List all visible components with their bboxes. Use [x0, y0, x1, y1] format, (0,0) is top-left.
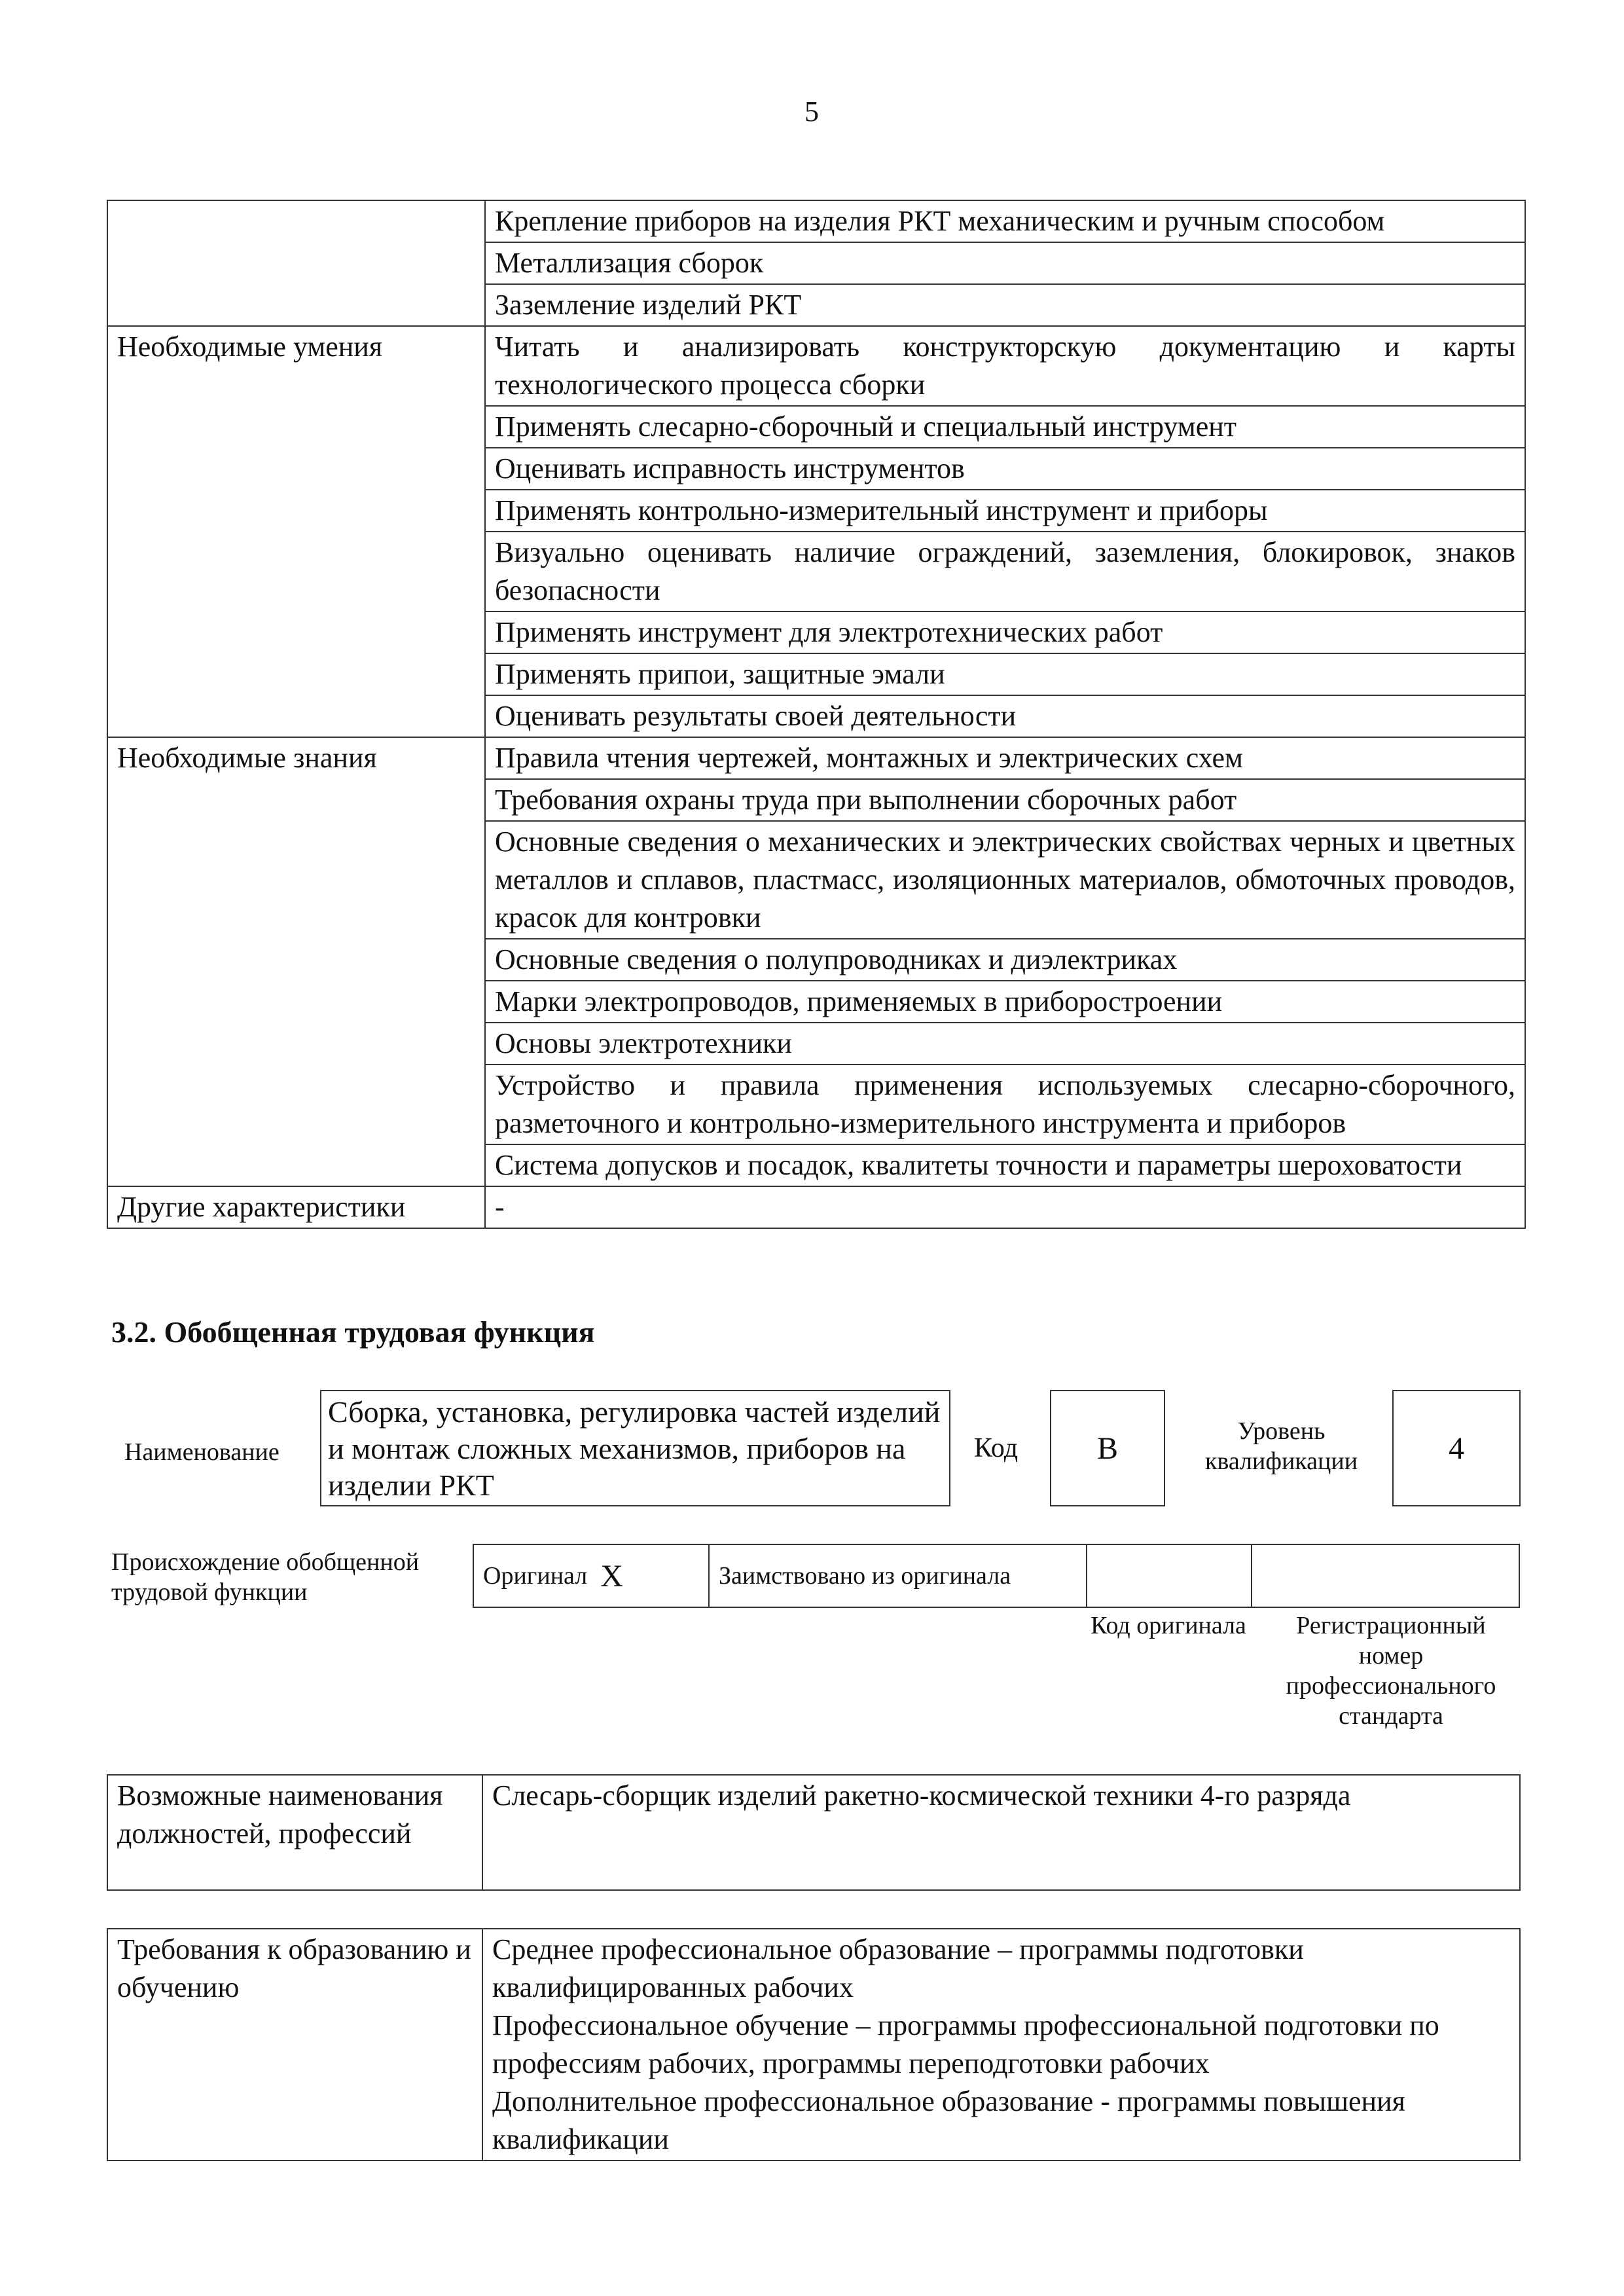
origin-reg-number-cell: [1252, 1544, 1520, 1608]
row-text: Визуально оценивать наличие ограждений, заземления, блокировок, знаков безопасности: [485, 532, 1525, 611]
row-text: Основные сведения о полупроводниках и диэлектриках: [485, 939, 1525, 981]
section-title: 3.2. Обобщенная трудовая функция: [111, 1315, 595, 1349]
row-text: Оценивать результаты своей деятельности: [485, 695, 1525, 737]
row-text: Крепление приборов на изделия РКТ механическим и ручным способом: [485, 200, 1525, 242]
education-line: Среднее профессиональное образование – программы подготовки квалифицированных рабочих: [492, 1933, 1304, 2003]
row-label: [107, 200, 485, 326]
education-label: Требования к образованию и обучению: [107, 1929, 482, 2160]
table-row: [107, 737, 1525, 779]
positions-label: Возможные наименования должностей, профессий: [107, 1775, 482, 1890]
origin-original-cell: [473, 1544, 710, 1608]
table-row: [107, 1186, 1525, 1228]
origin-original-mark: Х: [600, 1558, 623, 1594]
row-text: Заземление изделий РКТ: [485, 284, 1525, 326]
characteristics-table-body: [107, 200, 1525, 1228]
education-line: Профессиональное обучение – программы профессиональной подготовки по профессиям рабочих, программы переподготовки рабочих: [492, 2009, 1439, 2079]
row-text: Применять припои, защитные эмали: [485, 653, 1525, 695]
origin-borrowed-cell: Заимствовано из оригинала: [710, 1544, 1087, 1608]
row-text: Основы электротехники: [485, 1023, 1525, 1065]
row-text: Металлизация сборок: [485, 242, 1525, 284]
education-requirements: [482, 1929, 1520, 2160]
origin-row: [473, 1544, 1520, 1608]
otf-level-label: Уровень квалификации: [1204, 1417, 1358, 1475]
positions-table: [107, 1774, 1521, 1891]
row-text: Оценивать исправность инструментов: [485, 448, 1525, 490]
otf-name-field: Сборка, установка, регулировка частей изделий и монтаж сложных механизмов, приборов на изделии РКТ: [320, 1390, 950, 1506]
education-line: Дополнительное профессиональное образование - программы повышения квалификации: [492, 2085, 1405, 2155]
row-label: Необходимые знания: [107, 737, 485, 1186]
table-row: [107, 1929, 1520, 2160]
education-table: [107, 1928, 1521, 2161]
otf-name-label: Наименование: [124, 1438, 280, 1466]
row-text: Правила чтения чертежей, монтажных и электрических схем: [485, 737, 1525, 779]
row-text: Требования охраны труда при выполнении сборочных работ: [485, 779, 1525, 821]
origin-code-cell: [1087, 1544, 1252, 1608]
row-text: Читать и анализировать конструкторскую документацию и карты технологического процесса сборки: [485, 326, 1525, 406]
otf-level-field: 4: [1392, 1390, 1521, 1506]
row-label: Другие характеристики: [107, 1186, 485, 1228]
row-text: Применять слесарно-сборочный и специальный инструмент: [485, 406, 1525, 448]
table-row: [107, 326, 1525, 406]
table-row: [107, 1775, 1520, 1890]
row-text: Применять инструмент для электротехнических работ: [485, 611, 1525, 653]
row-text: Основные сведения о механических и электрических свойствах черных и цветных металлов и сплавов, пластмасс, изоляционных материалов, обмоточных проводов, красок для контровки: [485, 821, 1525, 939]
table-row: [107, 200, 1525, 242]
positions-value: Слесарь-сборщик изделий ракетно-космической техники 4-го разряда: [482, 1775, 1520, 1890]
characteristics-table: [107, 200, 1526, 1229]
origin-reg-caption: Регистрационный номер профессионального стандарта: [1286, 1612, 1496, 1730]
row-text: Система допусков и посадок, квалитеты точности и параметры шероховатости: [485, 1144, 1525, 1186]
origin-code-caption: Код оригинала: [1091, 1612, 1246, 1639]
row-text: Марки электропроводов, применяемых в приборостроении: [485, 981, 1525, 1023]
otf-code-field: В: [1050, 1390, 1165, 1506]
row-text: Устройство и правила применения используемых слесарно-сборочного, разметочного и контрольно-измерительного инструмента и приборов: [485, 1065, 1525, 1144]
otf-code-label: Код: [974, 1433, 1019, 1463]
row-label: Необходимые умения: [107, 326, 485, 737]
row-text: Применять контрольно-измерительный инструмент и приборы: [485, 490, 1525, 532]
origin-original-label: Оригинал: [483, 1562, 588, 1590]
origin-label: Происхождение обобщенной трудовой функции: [111, 1548, 420, 1606]
page-number: 5: [804, 96, 819, 128]
row-text: -: [485, 1186, 1525, 1228]
